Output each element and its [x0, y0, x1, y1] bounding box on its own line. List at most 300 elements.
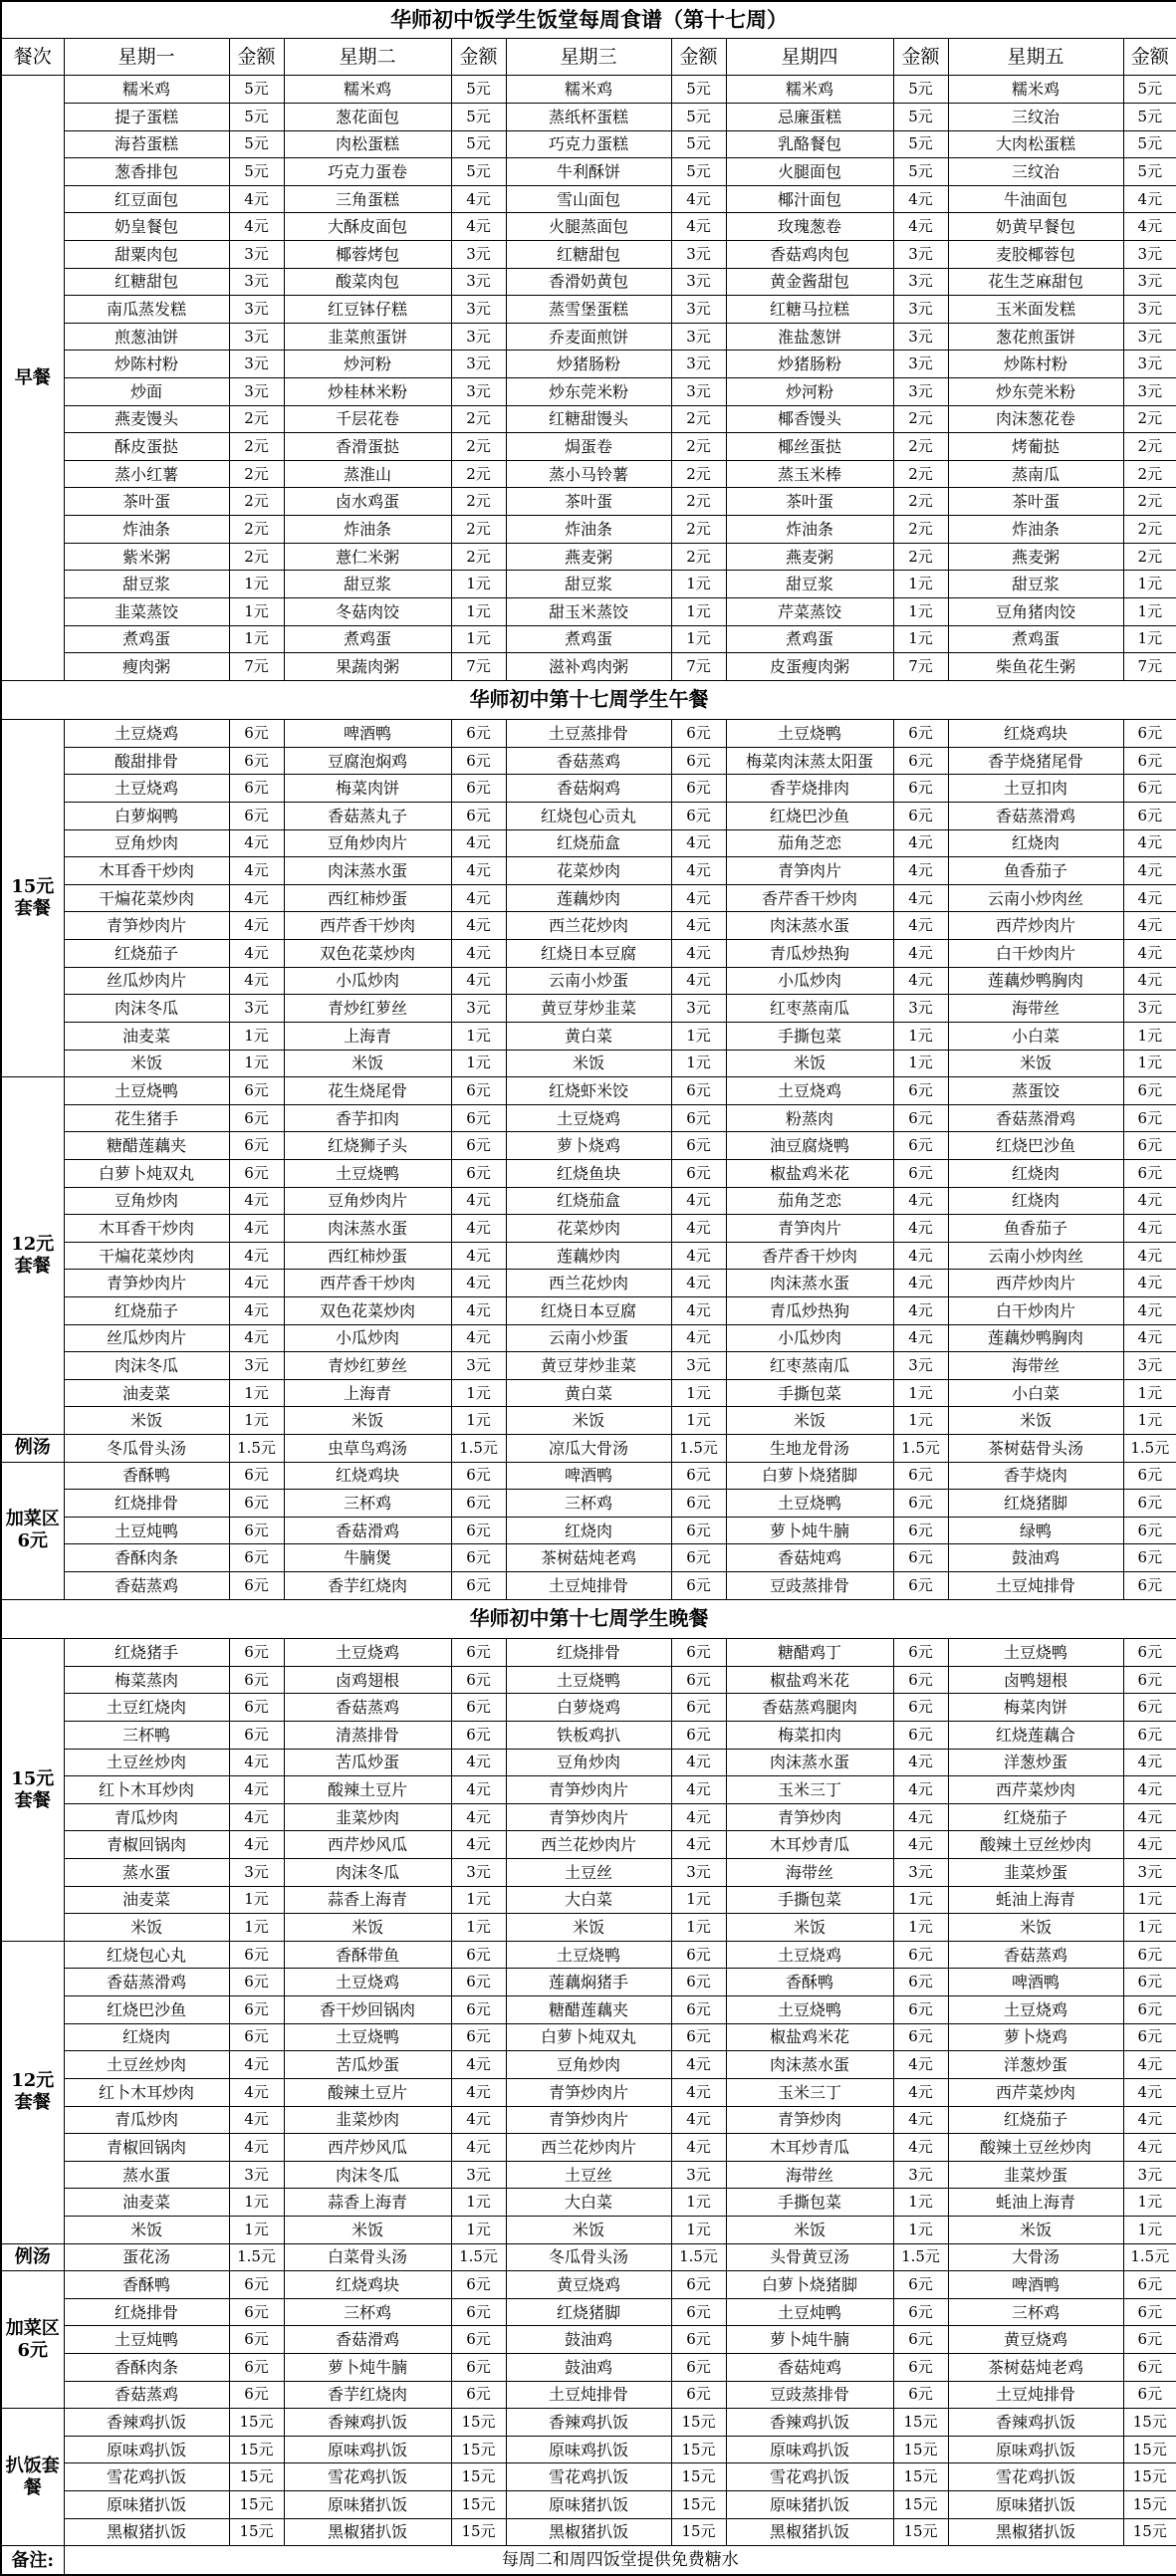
price-cell: 1元 — [229, 571, 284, 598]
dish-cell: 油豆腐烧鸭 — [726, 1132, 893, 1160]
menu-row — [1, 967, 1176, 995]
price-cell: 3元 — [671, 268, 726, 296]
price-cell: 3元 — [671, 351, 726, 378]
price-cell: 6元 — [671, 2354, 726, 2382]
dish-cell: 椰蓉烤包 — [284, 241, 451, 269]
price-cell: 6元 — [1123, 1462, 1176, 1490]
price-cell: 2元 — [1123, 405, 1176, 433]
dish-cell: 香辣鸡扒饭 — [948, 2409, 1123, 2437]
note-row — [1, 2546, 1176, 2575]
dish-cell: 土豆烧鸡 — [726, 1941, 893, 1969]
dish-cell: 肉沫蒸水蛋 — [284, 857, 451, 885]
dish-cell: 肉沫冬瓜 — [284, 1859, 451, 1887]
dish-cell: 油麦菜 — [64, 1886, 229, 1914]
price-cell: 2元 — [893, 433, 948, 461]
dish-cell: 土豆烧鸭 — [726, 720, 893, 748]
price-cell: 6元 — [451, 1077, 506, 1105]
price-cell: 6元 — [893, 1077, 948, 1105]
price-cell: 3元 — [1123, 241, 1176, 269]
price-cell: 15元 — [893, 2409, 948, 2437]
dish-cell: 米饭 — [284, 2216, 451, 2243]
dish-cell: 海苔蛋糕 — [64, 130, 229, 158]
dish-cell: 紫米粥 — [64, 543, 229, 571]
dish-cell: 糯米鸡 — [64, 76, 229, 104]
price-cell: 1元 — [1123, 1407, 1176, 1435]
price-cell: 4元 — [671, 1831, 726, 1859]
dish-cell: 豆角炒肉 — [64, 829, 229, 857]
column-header: 星期四 — [726, 38, 893, 75]
price-cell: 5元 — [451, 103, 506, 130]
soup-label: 例汤 — [1, 2243, 64, 2271]
menu-title: 华师初中饭学生饭堂每周食谱（第十七周） — [1, 1, 1176, 38]
dish-cell: 西兰花炒肉 — [506, 912, 671, 940]
price-cell: 15元 — [229, 2518, 284, 2546]
dish-cell: 青炒红萝丝 — [284, 995, 451, 1023]
dish-cell: 原味猪扒饭 — [284, 2491, 451, 2519]
dish-cell: 海带丝 — [726, 2161, 893, 2189]
dish-cell: 西芹香干炒肉 — [284, 1270, 451, 1297]
menu-row — [1, 1831, 1176, 1859]
dish-cell: 香芋红烧肉 — [284, 2381, 451, 2409]
price-cell: 6元 — [229, 1544, 284, 1572]
price-cell: 6元 — [671, 720, 726, 748]
dish-cell: 红烧排骨 — [64, 1490, 229, 1518]
dish-cell: 葱香排包 — [64, 158, 229, 186]
price-cell: 4元 — [451, 1324, 506, 1352]
price-cell: 6元 — [1123, 2271, 1176, 2299]
price-cell: 4元 — [451, 967, 506, 995]
price-cell: 6元 — [671, 1639, 726, 1667]
price-cell: 2元 — [229, 405, 284, 433]
price-cell: 15元 — [893, 2436, 948, 2463]
price-cell: 15元 — [893, 2491, 948, 2519]
price-cell: 2元 — [893, 460, 948, 488]
menu-row — [1, 2491, 1176, 2519]
menu-row — [1, 1694, 1176, 1722]
dish-cell: 糯米鸡 — [284, 76, 451, 104]
price-cell: 2元 — [1123, 433, 1176, 461]
price-cell: 7元 — [1123, 653, 1176, 681]
dish-cell: 萝卜炖牛腩 — [726, 1517, 893, 1544]
menu-row — [1, 2271, 1176, 2299]
dish-cell: 花生烧尾骨 — [284, 1077, 451, 1105]
dish-cell: 韭菜煎蛋饼 — [284, 323, 451, 351]
price-cell: 6元 — [1123, 720, 1176, 748]
price-cell: 6元 — [893, 1104, 948, 1132]
price-cell: 15元 — [451, 2436, 506, 2463]
price-cell: 4元 — [229, 1187, 284, 1215]
price-cell: 1元 — [451, 1407, 506, 1435]
dish-cell: 梅菜蒸肉 — [64, 1666, 229, 1694]
price-cell: 1元 — [893, 1407, 948, 1435]
dish-cell: 啤酒鸭 — [506, 1462, 671, 1490]
dish-cell: 奶皇餐包 — [64, 213, 229, 241]
price-cell: 4元 — [451, 185, 506, 213]
dish-cell: 冬瓜骨头汤 — [64, 1435, 229, 1463]
dish-cell: 西兰花炒肉片 — [506, 2134, 671, 2162]
menu-row — [1, 185, 1176, 213]
dish-cell: 香芋扣肉 — [284, 1104, 451, 1132]
price-cell: 2元 — [451, 488, 506, 516]
dish-cell: 皮蛋瘦肉粥 — [726, 653, 893, 681]
dish-cell: 甜豆浆 — [64, 571, 229, 598]
price-cell: 6元 — [893, 1159, 948, 1187]
price-cell: 1元 — [671, 1886, 726, 1914]
dish-cell: 酸辣土豆丝炒肉 — [948, 1831, 1123, 1859]
menu-row — [1, 460, 1176, 488]
dish-cell: 牛腩煲 — [284, 1544, 451, 1572]
lunch-set12-label: 12元套餐 — [1, 1077, 64, 1435]
price-cell: 6元 — [671, 2298, 726, 2326]
price-cell: 2元 — [893, 516, 948, 544]
note-text: 每周二和周四饭堂提供免费糖水 — [64, 2546, 1176, 2575]
menu-row — [1, 2189, 1176, 2217]
column-header: 星期二 — [284, 38, 451, 75]
dish-cell: 烤葡挞 — [948, 433, 1123, 461]
price-cell: 4元 — [671, 2078, 726, 2106]
dish-cell: 红豆面包 — [64, 185, 229, 213]
price-cell: 4元 — [671, 967, 726, 995]
price-cell: 6元 — [893, 1490, 948, 1518]
price-cell: 4元 — [229, 940, 284, 968]
lunch-extra-label: 加菜区6元 — [1, 1462, 64, 1599]
column-header: 金额 — [893, 38, 948, 75]
dish-cell: 小瓜炒肉 — [726, 1324, 893, 1352]
price-cell: 4元 — [229, 1242, 284, 1270]
price-cell: 15元 — [893, 2518, 948, 2546]
dish-cell: 原味鸡扒饭 — [284, 2436, 451, 2463]
dish-cell: 卤水鸡蛋 — [284, 488, 451, 516]
price-cell: 6元 — [1123, 775, 1176, 803]
price-cell: 4元 — [229, 829, 284, 857]
dish-cell: 原味猪扒饭 — [506, 2491, 671, 2519]
price-cell: 4元 — [893, 829, 948, 857]
price-cell: 6元 — [1123, 1694, 1176, 1722]
price-cell: 6元 — [1123, 803, 1176, 830]
price-cell: 3元 — [229, 2161, 284, 2189]
price-cell: 6元 — [893, 1666, 948, 1694]
menu-row — [1, 241, 1176, 269]
price-cell: 5元 — [893, 158, 948, 186]
price-cell: 5元 — [229, 158, 284, 186]
menu-row — [1, 1969, 1176, 1996]
dish-cell: 西红柿炒蛋 — [284, 884, 451, 912]
price-cell: 4元 — [451, 2134, 506, 2162]
menu-row — [1, 2051, 1176, 2079]
price-cell: 4元 — [451, 1187, 506, 1215]
dish-cell: 米饭 — [506, 1914, 671, 1942]
dish-cell: 花生猪手 — [64, 1104, 229, 1132]
dish-cell: 三杯鸡 — [506, 1490, 671, 1518]
menu-row — [1, 1721, 1176, 1749]
dish-cell: 红烧茄盒 — [506, 1187, 671, 1215]
price-cell: 3元 — [229, 378, 284, 406]
dish-cell: 香酥鸭 — [64, 2271, 229, 2299]
price-cell: 1元 — [671, 1050, 726, 1077]
dish-cell: 肉沫冬瓜 — [64, 995, 229, 1023]
price-cell: 5元 — [671, 158, 726, 186]
dish-cell: 香干炒回锅肉 — [284, 1996, 451, 2024]
dish-cell: 肉沫冬瓜 — [64, 1352, 229, 1380]
dish-cell: 薏仁米粥 — [284, 543, 451, 571]
dish-cell: 玉米三丁 — [726, 2078, 893, 2106]
dish-cell: 小瓜炒肉 — [284, 967, 451, 995]
price-cell: 1元 — [1123, 1022, 1176, 1050]
price-cell: 6元 — [1123, 1969, 1176, 1996]
menu-row — [1, 775, 1176, 803]
price-cell: 6元 — [229, 2023, 284, 2051]
price-cell: 6元 — [893, 2326, 948, 2354]
dish-cell: 豆腐泡焖鸡 — [284, 747, 451, 775]
price-cell: 6元 — [1123, 2354, 1176, 2382]
dish-cell: 原味猪扒饭 — [64, 2491, 229, 2519]
dish-cell: 三角蛋糕 — [284, 185, 451, 213]
price-cell: 6元 — [229, 1666, 284, 1694]
dish-cell: 小白菜 — [948, 1379, 1123, 1407]
dish-cell: 红烧巴沙鱼 — [64, 1996, 229, 2024]
dish-cell: 洋葱炒蛋 — [948, 2051, 1123, 2079]
dish-cell: 炸油条 — [726, 516, 893, 544]
price-cell: 4元 — [451, 1831, 506, 1859]
dish-cell: 黄豆芽炒韭菜 — [506, 1352, 671, 1380]
menu-row — [1, 803, 1176, 830]
price-cell: 6元 — [229, 1572, 284, 1600]
price-cell: 1元 — [1123, 1379, 1176, 1407]
price-cell: 6元 — [893, 2271, 948, 2299]
dish-cell: 红烧鸡块 — [284, 1462, 451, 1490]
dish-cell: 手撕包菜 — [726, 1379, 893, 1407]
soup-row — [1, 2243, 1176, 2271]
dish-cell: 焗蛋卷 — [506, 433, 671, 461]
price-cell: 4元 — [229, 967, 284, 995]
dish-cell: 肉沫蒸水蛋 — [284, 1215, 451, 1243]
menu-row — [1, 597, 1176, 625]
price-cell: 4元 — [451, 1297, 506, 1325]
dish-cell: 燕麦粥 — [948, 543, 1123, 571]
price-cell: 6元 — [451, 2326, 506, 2354]
dish-cell: 蒸水蛋 — [64, 2161, 229, 2189]
price-cell: 6元 — [229, 2381, 284, 2409]
dish-cell: 蒸南瓜 — [948, 460, 1123, 488]
price-cell: 6元 — [893, 1694, 948, 1722]
dish-cell: 原味鸡扒饭 — [64, 2436, 229, 2463]
menu-row — [1, 1297, 1176, 1325]
price-cell: 4元 — [1123, 967, 1176, 995]
menu-row — [1, 1050, 1176, 1077]
price-cell: 4元 — [229, 2078, 284, 2106]
dish-cell: 糯米鸡 — [726, 76, 893, 104]
dish-cell: 肉沫蒸水蛋 — [726, 2051, 893, 2079]
dish-cell: 玉米三丁 — [726, 1776, 893, 1804]
dish-cell: 燕麦馒头 — [64, 405, 229, 433]
price-cell: 4元 — [229, 857, 284, 885]
price-cell: 4元 — [1123, 213, 1176, 241]
price-cell: 6元 — [229, 775, 284, 803]
price-cell: 3元 — [229, 351, 284, 378]
dish-cell: 土豆烧鸭 — [284, 2023, 451, 2051]
dish-cell: 萝卜烧鸡 — [948, 2023, 1123, 2051]
dish-cell: 豆角猪肉饺 — [948, 597, 1123, 625]
price-cell: 6元 — [893, 1996, 948, 2024]
menu-row — [1, 130, 1176, 158]
dish-cell: 香菇炖鸡 — [726, 2354, 893, 2382]
price-cell: 4元 — [229, 2106, 284, 2134]
dish-cell: 红烧日本豆腐 — [506, 1297, 671, 1325]
price-cell: 2元 — [671, 516, 726, 544]
menu-row — [1, 1544, 1176, 1572]
dish-cell: 粉蒸肉 — [726, 1104, 893, 1132]
menu-row — [1, 2354, 1176, 2382]
price-cell: 1元 — [229, 2189, 284, 2217]
dish-cell: 鼓油鸡 — [506, 2326, 671, 2354]
dish-cell: 香滑奶黄包 — [506, 268, 671, 296]
dish-cell: 香芋烧排肉 — [726, 775, 893, 803]
price-cell: 2元 — [229, 433, 284, 461]
dish-cell: 丝瓜炒肉片 — [64, 1324, 229, 1352]
dish-cell: 黄金酱甜包 — [726, 268, 893, 296]
price-cell: 5元 — [1123, 103, 1176, 130]
price-cell: 1.5元 — [671, 2243, 726, 2271]
dish-cell: 手撕包菜 — [726, 2189, 893, 2217]
dish-cell: 小瓜炒肉 — [726, 967, 893, 995]
dish-cell: 黄白菜 — [506, 1379, 671, 1407]
price-cell: 6元 — [1123, 1639, 1176, 1667]
menu-row — [1, 1324, 1176, 1352]
dish-cell: 冬菇肉饺 — [284, 597, 451, 625]
price-cell: 4元 — [451, 1270, 506, 1297]
price-cell: 2元 — [671, 543, 726, 571]
dish-cell: 红烧猪脚 — [948, 1490, 1123, 1518]
column-header: 金额 — [671, 38, 726, 75]
dish-cell: 大白菜 — [506, 1886, 671, 1914]
price-cell: 6元 — [671, 2326, 726, 2354]
price-cell: 6元 — [671, 1721, 726, 1749]
dish-cell: 青笋炒肉片 — [64, 912, 229, 940]
dish-cell: 香菇蒸鸡 — [64, 1572, 229, 1600]
dish-cell: 乔麦面煎饼 — [506, 323, 671, 351]
price-cell: 4元 — [451, 940, 506, 968]
dish-cell: 米饭 — [726, 2216, 893, 2243]
dish-cell: 香菇蒸鸡 — [506, 747, 671, 775]
dish-cell: 青笋炒肉片 — [506, 2078, 671, 2106]
price-cell: 4元 — [893, 940, 948, 968]
dish-cell: 玫瑰葱卷 — [726, 213, 893, 241]
dish-cell: 红烧茄子 — [948, 2106, 1123, 2134]
dish-cell: 燕麦粥 — [726, 543, 893, 571]
price-cell: 4元 — [893, 185, 948, 213]
dish-cell: 红枣蒸南瓜 — [726, 995, 893, 1023]
dish-cell: 椒盐鸡米花 — [726, 2023, 893, 2051]
dish-cell: 豆角炒肉 — [64, 1187, 229, 1215]
price-cell: 1.5元 — [893, 2243, 948, 2271]
price-cell: 3元 — [451, 1859, 506, 1887]
price-cell: 6元 — [671, 1996, 726, 2024]
price-cell: 6元 — [451, 1544, 506, 1572]
dish-cell: 椰汁面包 — [726, 185, 893, 213]
price-cell: 4元 — [671, 912, 726, 940]
dish-cell: 椒盐鸡米花 — [726, 1159, 893, 1187]
price-cell: 3元 — [229, 995, 284, 1023]
price-cell: 3元 — [229, 241, 284, 269]
price-cell: 4元 — [893, 1242, 948, 1270]
menu-row — [1, 2078, 1176, 2106]
price-cell: 2元 — [1123, 543, 1176, 571]
price-cell: 4元 — [229, 2051, 284, 2079]
menu-row — [1, 1407, 1176, 1435]
dish-cell: 糖醋莲藕夹 — [506, 1996, 671, 2024]
dish-cell: 炸油条 — [506, 516, 671, 544]
price-cell: 15元 — [1123, 2463, 1176, 2491]
dish-cell: 土豆烧鸭 — [64, 1077, 229, 1105]
dish-cell: 双色花菜炒肉 — [284, 940, 451, 968]
price-cell: 6元 — [893, 1132, 948, 1160]
price-cell: 6元 — [451, 2354, 506, 2382]
dish-cell: 红烧莲藕合 — [948, 1721, 1123, 1749]
dish-cell: 虫草鸟鸡汤 — [284, 1435, 451, 1463]
price-cell: 4元 — [893, 1324, 948, 1352]
dish-cell: 甜玉米蒸饺 — [506, 597, 671, 625]
dish-cell: 土豆炖鸭 — [726, 2298, 893, 2326]
price-cell: 2元 — [451, 460, 506, 488]
price-cell: 6元 — [671, 1572, 726, 1600]
dish-cell: 黑椒猪扒饭 — [726, 2518, 893, 2546]
dish-cell: 忌廉蛋糕 — [726, 103, 893, 130]
dish-cell: 酥皮蛋挞 — [64, 433, 229, 461]
price-cell: 5元 — [893, 130, 948, 158]
price-cell: 6元 — [671, 1490, 726, 1518]
price-cell: 6元 — [451, 1639, 506, 1667]
price-cell: 15元 — [229, 2436, 284, 2463]
price-cell: 3元 — [671, 378, 726, 406]
price-cell: 6元 — [1123, 2298, 1176, 2326]
price-cell: 6元 — [451, 1462, 506, 1490]
price-cell: 6元 — [1123, 1544, 1176, 1572]
menu-row — [1, 1666, 1176, 1694]
price-cell: 3元 — [451, 296, 506, 324]
dish-cell: 红卜木耳炒肉 — [64, 1776, 229, 1804]
price-cell: 4元 — [893, 1270, 948, 1297]
price-cell: 6元 — [451, 747, 506, 775]
dish-cell: 香菇蒸滑鸡 — [948, 803, 1123, 830]
menu-row — [1, 1749, 1176, 1776]
menu-row — [1, 1104, 1176, 1132]
dish-cell: 土豆烧鸡 — [948, 1996, 1123, 2024]
dish-cell: 青瓜炒热狗 — [726, 940, 893, 968]
price-cell: 15元 — [1123, 2518, 1176, 2546]
dish-cell: 蒸水蛋 — [64, 1859, 229, 1887]
price-cell: 2元 — [1123, 488, 1176, 516]
dish-cell: 韭菜炒肉 — [284, 2106, 451, 2134]
dish-cell: 椒盐鸡米花 — [726, 1666, 893, 1694]
menu-row — [1, 351, 1176, 378]
price-cell: 2元 — [229, 516, 284, 544]
dish-cell: 原味猪扒饭 — [726, 2491, 893, 2519]
dish-cell: 青笋炒肉片 — [506, 1803, 671, 1831]
price-cell: 2元 — [451, 405, 506, 433]
dish-cell: 炒河粉 — [726, 378, 893, 406]
price-cell: 3元 — [671, 241, 726, 269]
price-cell: 6元 — [1123, 1159, 1176, 1187]
price-cell: 1元 — [1123, 571, 1176, 598]
dish-cell: 香菇蒸鸡 — [948, 1941, 1123, 1969]
price-cell: 2元 — [671, 460, 726, 488]
dish-cell: 蒸淮山 — [284, 460, 451, 488]
price-cell: 3元 — [671, 1859, 726, 1887]
dish-cell: 香辣鸡扒饭 — [726, 2409, 893, 2437]
dish-cell: 土豆烧鸡 — [284, 1969, 451, 1996]
price-cell: 3元 — [229, 268, 284, 296]
price-cell: 6元 — [893, 2381, 948, 2409]
